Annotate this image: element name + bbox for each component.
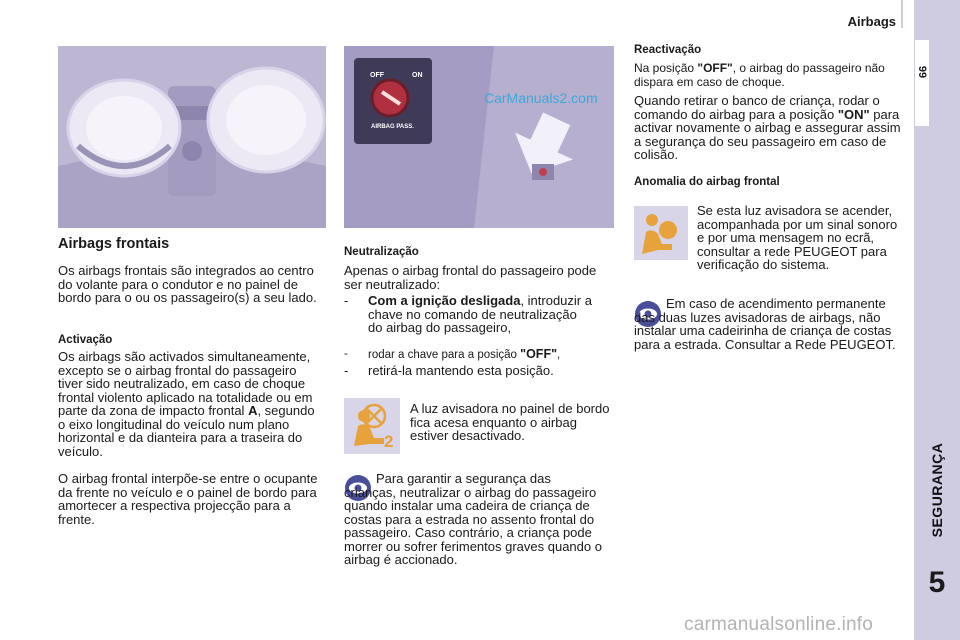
neutralization-step-2: - rodar a chave para a posição "OFF", [344, 347, 561, 361]
reactivation-paragraph-1: Na posição "OFF", o airbag do passageiro não dispara em caso de choque. [634, 61, 885, 89]
fault-paragraph-1: Se esta luz avisadora se acender, acompanhada por um sinal sonoro e por uma mensagem no ecrã, consultar a rede PEUGEOT para verificação do sistema. [697, 203, 898, 272]
chapter-number: 5 [928, 566, 946, 599]
page-header-title: Airbags [847, 14, 896, 29]
reactivation-heading: Reactivação [634, 44, 702, 56]
neutralization-step-3: - retirá-la mantendo esta posição. [344, 363, 554, 378]
reactivation-paragraph-2: Quando retirar o banco de criança, rodar o comando do airbag para a posição "ON" para activar novamente o airbag e assegurar assim a segurança do seu passageiro em caso de colisão. [634, 93, 901, 162]
dashboard-airbags-illustration [58, 46, 326, 228]
airbag-switch-illustration [344, 46, 614, 228]
front-airbag-fault-heading: Anomalia do airbag frontal [634, 176, 780, 188]
fault-paragraph-2: Em caso de acendimento permanente das duas luzes avisadoras de airbags, não instalar uma cadeirinha de criança de costas para a estrada. Consultar a Rede PEUGEOT. [634, 296, 896, 352]
activation-paragraph-1: Os airbags são activados simultaneamente, excepto se o airbag frontal do passageiro tiver sido neutralizado, em caso de choque frontal violento aplicado na totalidade ou em parte da zona de impacto frontal A, segundo o eixo longitudinal do veículo num plano horizontal e da dianteira para a traseira do veículo. [58, 349, 315, 459]
switch-on-label: ON [412, 72, 423, 79]
neutralization-step-1: - Com a ignição desligada, introduzir a chave no comando de neutralização do airbag do passageiro, [344, 293, 592, 335]
airbag-switch-figure [344, 46, 614, 228]
watermark-text: CarManuals2.com [484, 90, 598, 106]
switch-off-label: OFF [370, 72, 384, 79]
airbag-fault-warning-icon [634, 206, 688, 260]
activation-heading: Activação [58, 334, 113, 346]
warning-lamp-note: A luz avisadora no painel de bordo fica acesa enquanto o airbag estiver desactivado. [410, 401, 610, 443]
page-number: 99 [916, 65, 928, 79]
activation-paragraph-2: O airbag frontal interpõe-se entre o ocupante da frente no veículo e o painel de bordo para amortecer a respectiva projecção para a frente. [58, 471, 318, 527]
airbag-off-icon-digit: 2 [384, 432, 394, 451]
header-divider [901, 0, 903, 28]
front-airbags-intro: Os airbags frontais são integrados ao centro do volante para o condutor e no painel de bordo para o ou os passageiro(s) a seu lado. [58, 263, 317, 305]
impact-zone-letter: A [248, 403, 258, 418]
section-title-front-airbags: Airbags frontais [58, 236, 170, 252]
airbags-figure [58, 46, 326, 228]
airbag-fault-warning-icon-box [634, 206, 688, 260]
footer-watermark: carmanualsonline.info [684, 614, 874, 635]
switch-airbag-pass-label: AIRBAG PASS. [371, 124, 414, 130]
neutralization-intro: Apenas o airbag frontal do passageiro pode ser neutralizado: [344, 263, 597, 292]
chapter-label: SEGURANÇA [929, 442, 945, 538]
page-number-tab [915, 40, 929, 126]
child-safety-note: Para garantir a segurança das crianças, neutralizar o airbag do passageiro quando instalar uma cadeira de criança de costas para a estrada no assento frontal do passageiro. Caso contrário, a criança pode morrer ou sofrer ferimentos graves quando o airbag é accionado. [344, 471, 602, 567]
airbag-off-warning-icon-box [344, 398, 400, 454]
neutralization-heading: Neutralização [344, 246, 419, 258]
